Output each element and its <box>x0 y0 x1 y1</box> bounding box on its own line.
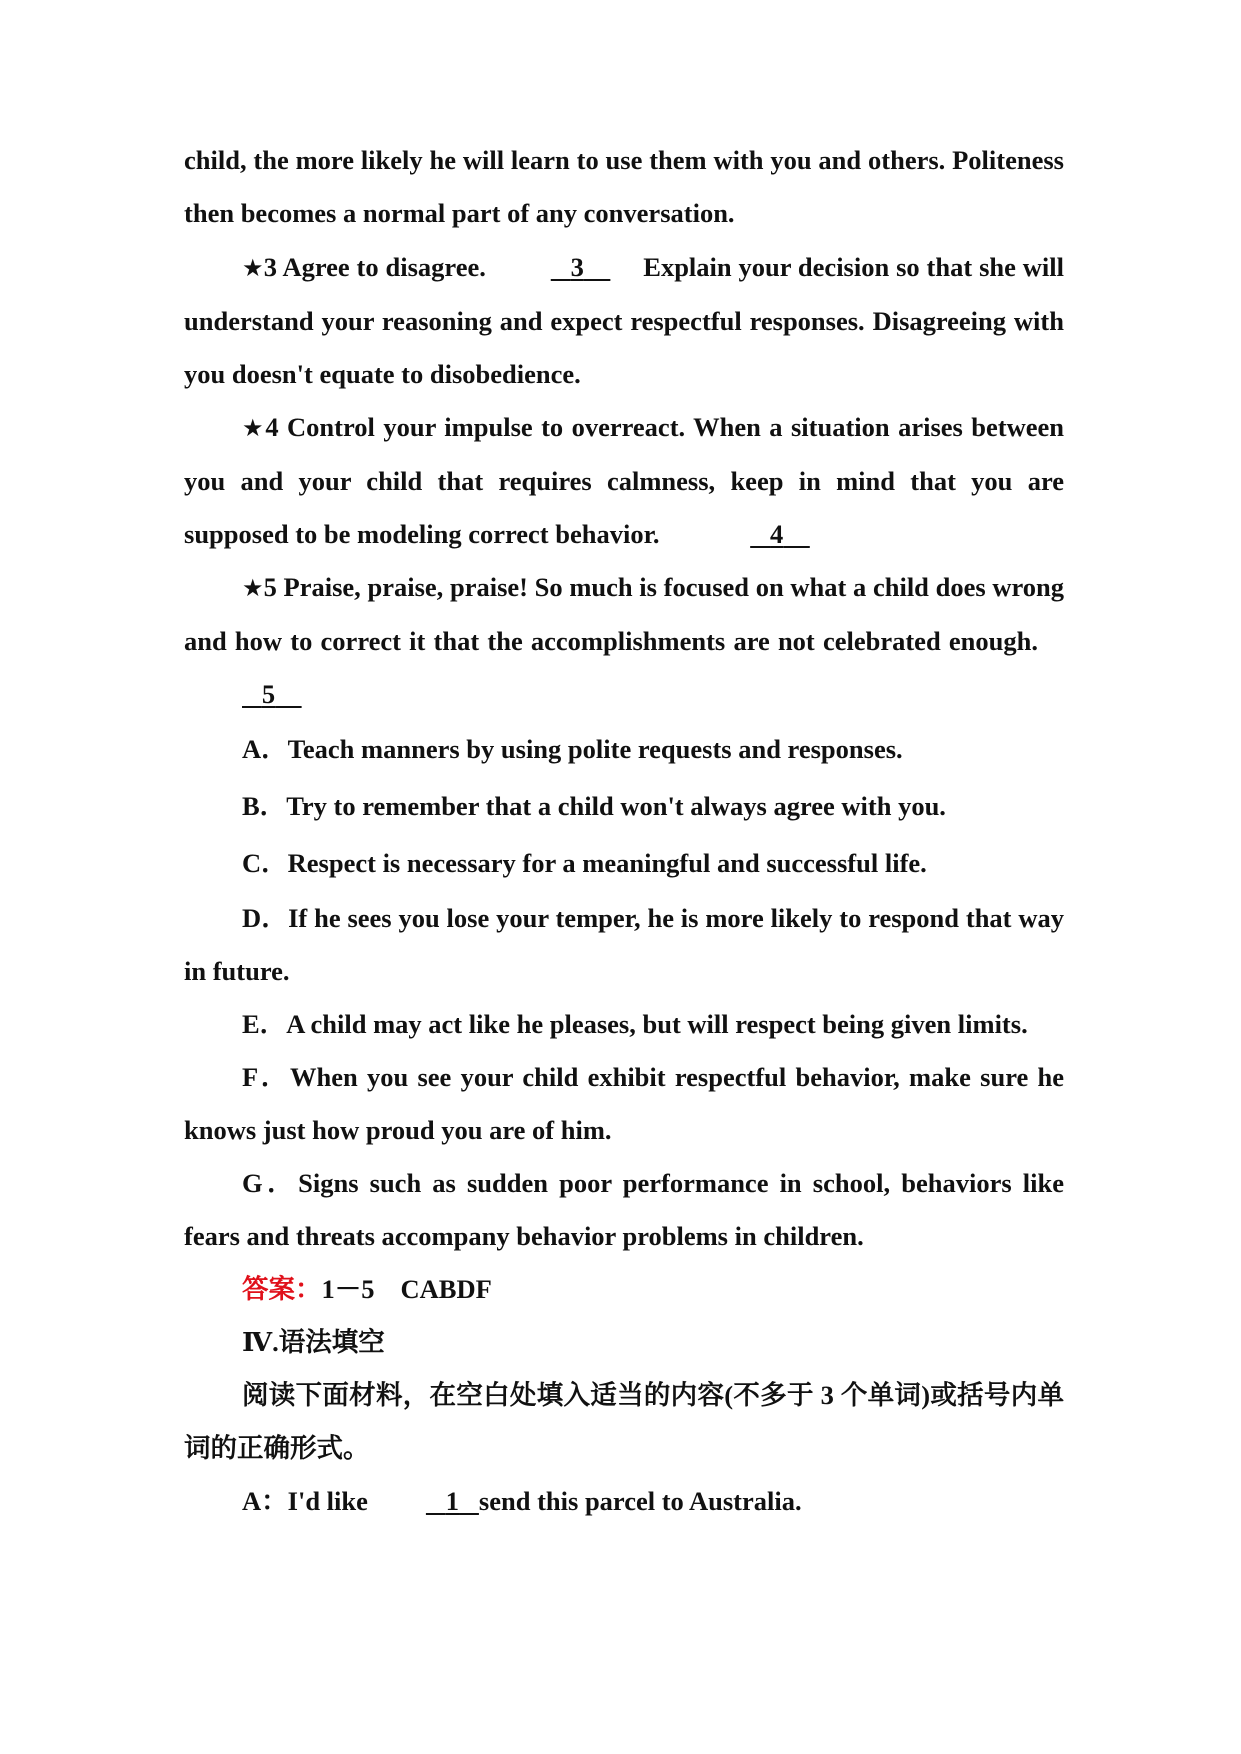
tip-4-text: Control your impulse to overreact. When a situation arises between you and your child that requires calmness, keep in mind that you are supposed to be modeling correct behavior. <box>184 412 1065 549</box>
dialogue-after: send this parcel to Australia. <box>478 1486 802 1516</box>
intro-paragraph <box>184 134 1064 240</box>
option-letter: F． <box>242 1062 290 1092</box>
dialogue-before: I'd like <box>287 1486 368 1516</box>
tip-3-heading: Agree to disagree. <box>282 252 486 282</box>
option-text: Teach manners by using polite requests and responses. <box>287 734 903 764</box>
blank-1-number: 1 <box>445 1486 460 1516</box>
option-letter: D． <box>242 903 289 933</box>
option-letter: E． <box>242 1009 287 1039</box>
blank-1 <box>368 1475 479 1528</box>
option-b <box>184 778 1064 835</box>
option-e <box>184 998 1064 1051</box>
option-text: If he sees you lose your temper, he is more likely to respond that way in future. <box>184 903 1065 986</box>
option-c <box>184 835 1064 892</box>
tip-3-number: 3 <box>263 252 278 282</box>
option-letter: B． <box>242 791 287 821</box>
tip-4-number: 4 <box>265 412 279 442</box>
answer-value: CABDF <box>400 1274 492 1304</box>
blank-5-number: 5 <box>261 679 276 709</box>
star-icon: ★ <box>242 414 266 442</box>
blank-5 <box>184 668 302 721</box>
dialogue-speaker: A： <box>242 1486 288 1516</box>
option-a <box>184 721 1064 778</box>
option-letter: G． <box>242 1168 299 1198</box>
section-4-title-text: Ⅳ.语法填空 <box>242 1327 385 1357</box>
option-letter: C． <box>242 848 288 878</box>
option-g <box>184 1157 1064 1263</box>
option-letter: A． <box>242 734 288 764</box>
answer-label: 答案： <box>242 1274 322 1304</box>
dialogue-line <box>184 1475 1064 1528</box>
tip-4-paragraph <box>184 401 1064 561</box>
blank-3 <box>493 241 611 294</box>
instruction-text: 阅读下面材料，在空白处填入适当的内容(不多于 3 个单词)或括号内单词的正确形式。 <box>184 1380 1064 1463</box>
options-list <box>184 721 1064 1263</box>
option-text: Signs such as sudden poor performance in school, behaviors like fears and threats accompany behavior problems in children. <box>184 1168 1064 1251</box>
tip-3-text: Explain your decision so that she will understand your reasoning and expect respectful responses. Disagreeing with you doesn't equate to disobedience. <box>184 252 1065 389</box>
document-page <box>184 142 1064 1528</box>
option-text: Try to remember that a child won't always agree with you. <box>286 791 946 821</box>
option-text: When you see your child exhibit respectful behavior, make sure he knows just how proud you are of him. <box>184 1062 1065 1145</box>
option-d <box>184 892 1064 998</box>
blank-3-number: 3 <box>570 252 584 282</box>
blank-4 <box>692 508 810 561</box>
answer-range: 1－5 <box>321 1274 375 1304</box>
section-4-instruction <box>184 1369 1064 1475</box>
tip-5-text: Praise, praise, praise! So much is focused on what a child does wrong and how to correct it that the accomplishments are not celebrated enough. <box>184 572 1065 656</box>
tip-3-paragraph <box>184 241 1064 401</box>
intro-text: child, the more likely he will learn to use them with you and others. Politeness then becomes a normal part of any conversation. <box>184 145 1064 228</box>
answer-line <box>184 1263 1064 1316</box>
star-icon: ★ <box>242 254 264 282</box>
option-f <box>184 1051 1064 1157</box>
section-4-title <box>184 1316 1064 1369</box>
blank-4-number: 4 <box>770 519 784 549</box>
star-icon: ★ <box>242 574 264 602</box>
tip-5-number: 5 <box>263 572 277 602</box>
option-text: Respect is necessary for a meaningful and successful life. <box>287 848 927 878</box>
tip-5-paragraph <box>184 561 1064 721</box>
option-text: A child may act like he pleases, but will respect being given limits. <box>286 1009 1028 1039</box>
